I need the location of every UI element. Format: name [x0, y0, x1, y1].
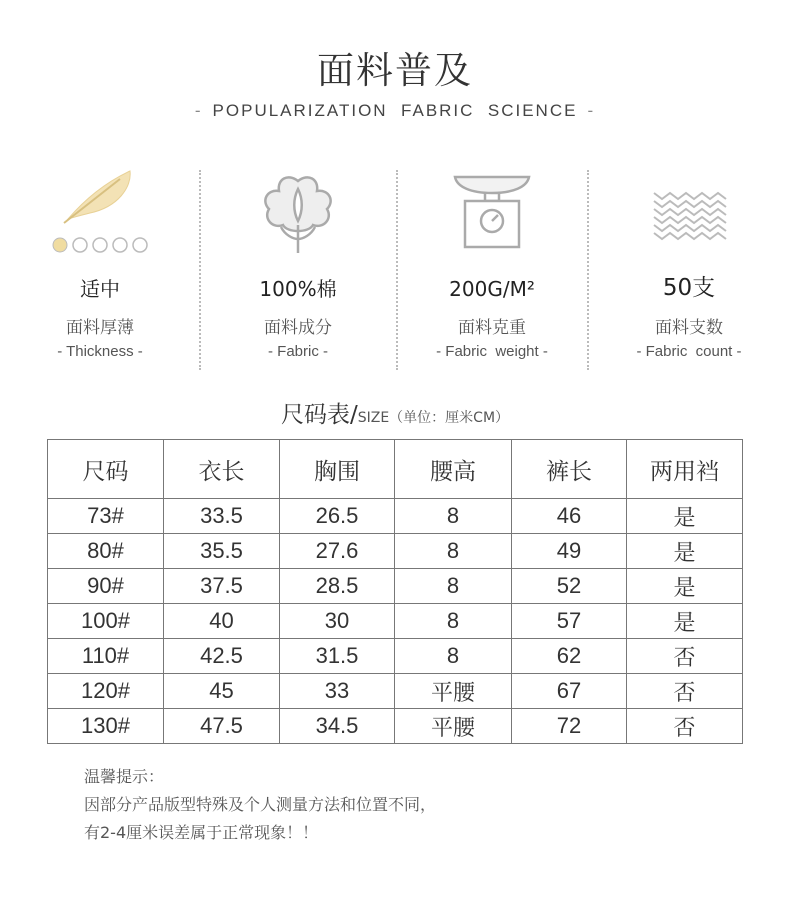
column-header: 胸围 — [280, 440, 395, 499]
table-cell: 是 — [627, 569, 743, 604]
table-cell: 80# — [48, 534, 164, 569]
cotton-icon — [255, 169, 341, 255]
table-row — [48, 534, 743, 569]
feather-icon — [60, 165, 140, 225]
feature-label-en: - Fabric weight - — [436, 343, 548, 360]
table-cell: 8 — [395, 569, 512, 604]
table-cell: 是 — [627, 499, 743, 534]
feature-value: 50支 — [662, 275, 716, 301]
size-chart-title-main: 尺码表/ — [280, 402, 358, 428]
feature-label: 面料厚薄 — [66, 318, 134, 338]
feature-count — [588, 165, 790, 375]
feature-label: 面料支数 — [655, 318, 723, 338]
subtitle-text: POPULARIZATION FABRIC SCIENCE — [212, 101, 578, 120]
notes-block — [84, 763, 764, 847]
feature-thickness — [0, 165, 200, 375]
table-cell: 110# — [48, 639, 164, 674]
column-header: 裤长 — [512, 440, 627, 499]
table-row — [48, 499, 743, 534]
table-cell: 8 — [395, 534, 512, 569]
table-cell: 90# — [48, 569, 164, 604]
table-cell: 33.5 — [164, 499, 280, 534]
table-cell: 40 — [164, 604, 280, 639]
thickness-dot-3 — [93, 238, 107, 252]
feature-weight — [397, 165, 587, 375]
feature-value: 适中 — [80, 277, 120, 301]
feature-value: 200G/M² — [449, 277, 535, 301]
table-cell: 否 — [627, 674, 743, 709]
fabric-feature-row — [0, 165, 790, 375]
table-row — [48, 639, 743, 674]
column-header: 衣长 — [164, 440, 280, 499]
thickness-dot-5 — [133, 238, 147, 252]
feature-label: 面料成分 — [264, 318, 332, 338]
fabric-weave-icon — [650, 185, 728, 249]
table-cell: 28.5 — [280, 569, 395, 604]
feature-value: 100%棉 — [259, 277, 337, 301]
feature-label-en: - Fabric - — [268, 343, 328, 360]
feature-label-en: - Thickness - — [57, 343, 143, 360]
subtitle-dash-left: - — [194, 101, 203, 120]
table-cell: 62 — [512, 639, 627, 674]
size-chart-title-unit: SIZE（单位：厘米CM） — [357, 410, 510, 426]
notes-line-2: 有2-4厘米误差属于正常现象！！ — [84, 823, 319, 842]
thickness-dot-2 — [73, 238, 87, 252]
table-row — [48, 709, 743, 744]
table-cell: 45 — [164, 674, 280, 709]
table-cell: 是 — [627, 534, 743, 569]
table-cell: 否 — [627, 639, 743, 674]
table-cell: 33 — [280, 674, 395, 709]
scale-icon — [449, 171, 535, 257]
table-cell: 57 — [512, 604, 627, 639]
size-chart-title — [0, 396, 790, 429]
table-row — [48, 604, 743, 639]
table-cell: 平腰 — [395, 709, 512, 744]
thickness-level-dots — [50, 235, 150, 255]
table-row — [48, 674, 743, 709]
page-title: 面料普及 — [317, 49, 473, 92]
notes-heading: 温馨提示： — [84, 767, 165, 786]
feature-composition — [200, 165, 396, 375]
table-cell: 否 — [627, 709, 743, 744]
table-cell: 100# — [48, 604, 164, 639]
table-header-row — [48, 440, 743, 499]
size-table — [47, 439, 743, 744]
table-cell: 52 — [512, 569, 627, 604]
table-cell: 73# — [48, 499, 164, 534]
table-cell: 47.5 — [164, 709, 280, 744]
table-cell: 8 — [395, 639, 512, 674]
notes-line-1: 因部分产品版型特殊及个人测量方法和位置不同， — [84, 795, 437, 814]
table-cell: 37.5 — [164, 569, 280, 604]
table-cell: 42.5 — [164, 639, 280, 674]
table-cell: 130# — [48, 709, 164, 744]
page-subtitle — [0, 101, 790, 121]
table-cell: 67 — [512, 674, 627, 709]
table-cell: 8 — [395, 499, 512, 534]
table-cell: 72 — [512, 709, 627, 744]
table-cell: 31.5 — [280, 639, 395, 674]
table-row — [48, 569, 743, 604]
table-cell: 120# — [48, 674, 164, 709]
table-cell: 27.6 — [280, 534, 395, 569]
feature-label: 面料克重 — [458, 318, 526, 338]
table-cell: 34.5 — [280, 709, 395, 744]
thickness-dot-1 — [53, 238, 67, 252]
subtitle-dash-right: - — [587, 101, 596, 120]
column-header: 腰高 — [395, 440, 512, 499]
table-cell: 30 — [280, 604, 395, 639]
thickness-dot-4 — [113, 238, 127, 252]
table-cell: 49 — [512, 534, 627, 569]
feature-label-en: - Fabric count - — [636, 343, 742, 360]
table-cell: 是 — [627, 604, 743, 639]
column-header: 尺码 — [48, 440, 164, 499]
table-cell: 46 — [512, 499, 627, 534]
table-cell: 平腰 — [395, 674, 512, 709]
table-cell: 35.5 — [164, 534, 280, 569]
column-header: 两用裆 — [627, 440, 743, 499]
table-cell: 8 — [395, 604, 512, 639]
table-cell: 26.5 — [280, 499, 395, 534]
